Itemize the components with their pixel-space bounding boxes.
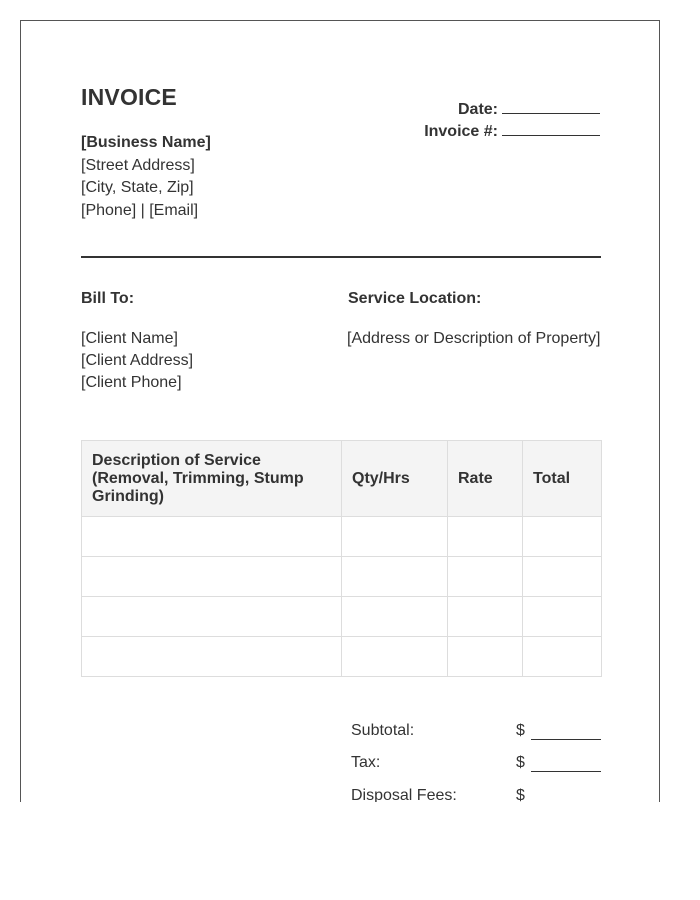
table-cell[interactable] xyxy=(523,597,602,637)
date-field xyxy=(458,99,600,119)
column-header-total: Total xyxy=(523,441,602,517)
table-cell[interactable] xyxy=(82,637,342,677)
table-row xyxy=(82,557,602,597)
tax-label: Tax: xyxy=(351,754,381,771)
client-name: [Client Name] xyxy=(81,330,178,347)
service-location-value: [Address or Description of Property] xyxy=(347,330,601,347)
business-contact: [Phone] | [Email] xyxy=(81,201,199,219)
tax-row xyxy=(351,754,601,774)
table-cell[interactable] xyxy=(523,637,602,677)
table-cell[interactable] xyxy=(82,557,342,597)
date-label: Date: xyxy=(457,101,498,118)
service-location-heading: Service Location: xyxy=(348,290,482,307)
tax-blank-line[interactable] xyxy=(531,755,601,772)
table-cell[interactable] xyxy=(342,637,448,677)
disposal-fees-row xyxy=(351,787,601,802)
table-cell[interactable] xyxy=(523,557,602,597)
table-cell[interactable] xyxy=(448,637,523,677)
disposal-fees-currency: $ xyxy=(516,787,525,802)
subtotal-currency: $ xyxy=(516,722,525,739)
business-info xyxy=(81,132,211,222)
header-divider xyxy=(81,256,601,258)
table-cell[interactable] xyxy=(448,557,523,597)
table-cell[interactable] xyxy=(342,557,448,597)
business-name: [Business Name] xyxy=(81,134,211,151)
disposal-fees-label: Disposal Fees: xyxy=(351,787,457,802)
table-cell[interactable] xyxy=(342,597,448,637)
table-cell[interactable] xyxy=(82,517,342,557)
column-header-description: Description of Service (Removal, Trimming, Stump Grinding) xyxy=(82,441,342,517)
table-row xyxy=(82,597,602,637)
table-cell[interactable] xyxy=(82,597,342,637)
invoice-number-label: Invoice #: xyxy=(424,123,498,140)
column-header-qty-hrs: Qty/Hrs xyxy=(342,441,448,517)
subtotal-row xyxy=(351,722,601,742)
column-header-rate: Rate xyxy=(448,441,523,517)
invoice-title: INVOICE xyxy=(81,84,177,110)
bill-to-heading: Bill To: xyxy=(81,290,135,307)
services-table xyxy=(81,440,602,677)
table-cell[interactable] xyxy=(523,517,602,557)
table-cell[interactable] xyxy=(342,517,448,557)
client-address: [Client Address] xyxy=(81,352,194,369)
tax-currency: $ xyxy=(516,754,525,771)
date-blank-line[interactable] xyxy=(502,99,600,114)
table-header-row xyxy=(82,441,602,517)
table-cell[interactable] xyxy=(448,597,523,637)
table-row xyxy=(82,637,602,677)
invoice-page xyxy=(20,20,660,802)
subtotal-label: Subtotal: xyxy=(351,722,415,739)
invoice-number-blank-line[interactable] xyxy=(502,121,600,136)
business-street: [Street Address] xyxy=(81,156,195,174)
subtotal-blank-line[interactable] xyxy=(531,723,601,740)
business-city-state-zip: [City, State, Zip] xyxy=(81,179,194,196)
table-row xyxy=(82,517,602,557)
table-cell[interactable] xyxy=(448,517,523,557)
invoice-number-field xyxy=(424,121,600,141)
client-phone: [Client Phone] xyxy=(81,374,182,391)
bill-to-info xyxy=(81,328,193,394)
